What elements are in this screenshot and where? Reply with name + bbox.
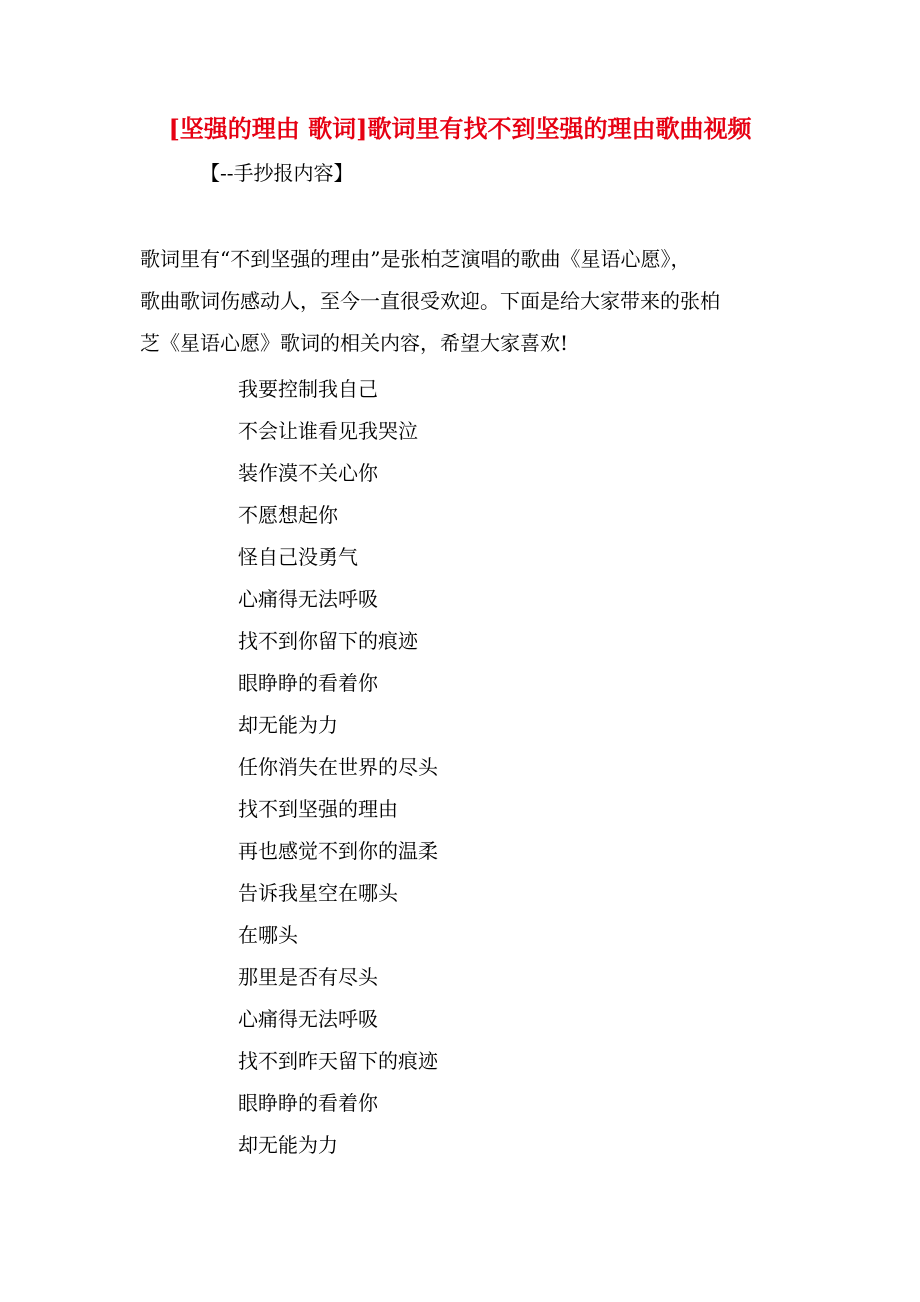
- lyric-line: 不愿想起你: [238, 503, 338, 527]
- document-title: [坚强的理由 歌词]歌词里有找不到坚强的理由歌曲视频: [168, 114, 752, 143]
- lyric-line: 我要控制我自己: [238, 377, 378, 401]
- lyric-line: 装作漠不关心你: [238, 461, 378, 485]
- lyrics-list: [238, 368, 438, 1166]
- lyric-line: 却无能为力: [238, 713, 338, 737]
- lyric-line: 心痛得无法呼吸: [238, 1007, 378, 1031]
- intro-paragraph: [140, 238, 780, 364]
- lyric-line: 任你消失在世界的尽头: [238, 755, 438, 779]
- intro-line: 芝《星语心愿》歌词的相关内容，希望大家喜欢!: [140, 331, 569, 355]
- lyric-line: 在哪头: [238, 923, 298, 947]
- lyric-line: 找不到你留下的痕迹: [238, 629, 418, 653]
- lyric-line: 找不到坚强的理由: [238, 797, 398, 821]
- intro-line: 歌词里有“不到坚强的理由”是张柏芝演唱的歌曲《星语心愿》，: [140, 247, 691, 271]
- lyric-line: 那里是否有尽头: [238, 965, 378, 989]
- lyric-line: 眼睁睁的看着你: [238, 671, 378, 695]
- lyric-line: 找不到昨天留下的痕迹: [238, 1049, 438, 1073]
- lyric-line: 却无能为力: [238, 1133, 338, 1157]
- document-subtitle: 【--手抄报内容】: [200, 161, 354, 185]
- lyric-line: 怪自己没勇气: [238, 545, 358, 569]
- lyric-line: 不会让谁看见我哭泣: [238, 419, 418, 443]
- lyric-line: 再也感觉不到你的温柔: [238, 839, 438, 863]
- lyric-line: 心痛得无法呼吸: [238, 587, 378, 611]
- lyric-line: 眼睁睁的看着你: [238, 1091, 378, 1115]
- intro-line: 歌曲歌词伤感动人，至今一直很受欢迎。下面是给大家带来的张柏: [140, 289, 720, 313]
- lyric-line: 告诉我星空在哪头: [238, 881, 398, 905]
